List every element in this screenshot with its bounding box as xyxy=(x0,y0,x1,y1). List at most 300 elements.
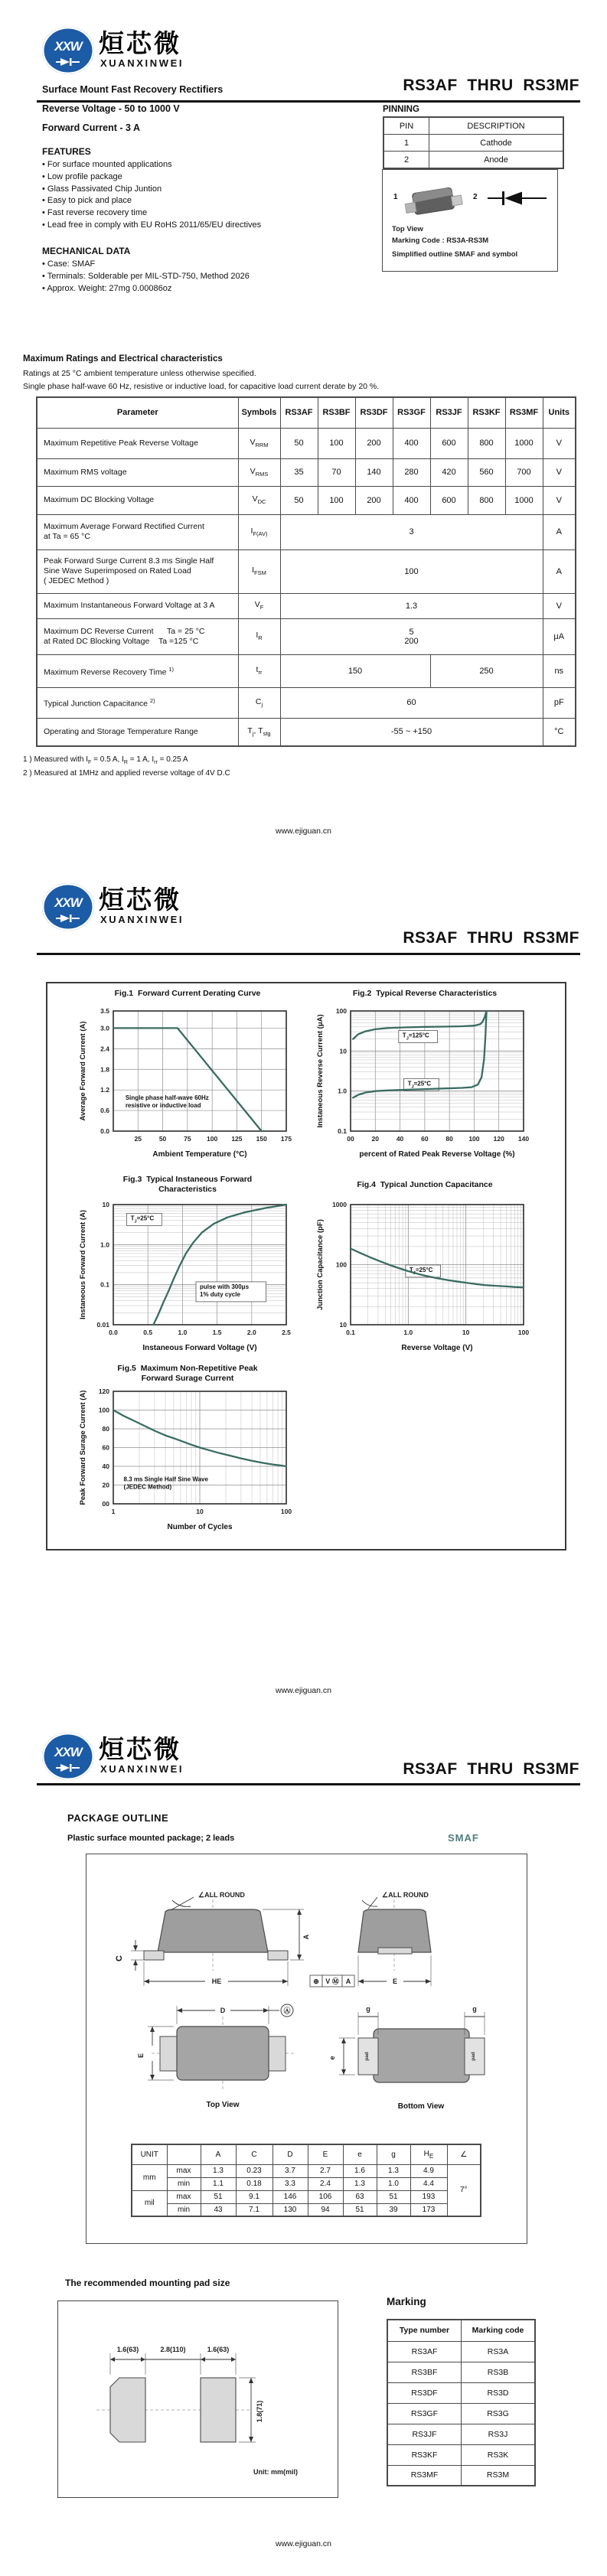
mounting-pad-heading: The recommended mounting pad size xyxy=(65,2278,230,2288)
package-outline-heading: PACKAGE OUTLINE xyxy=(67,1812,169,1824)
svg-text:1.0: 1.0 xyxy=(403,1329,413,1336)
svg-text:10: 10 xyxy=(339,1047,347,1055)
table-row xyxy=(37,687,576,718)
table-row xyxy=(387,2424,535,2444)
column-header: RS3JF xyxy=(430,397,468,428)
pad-dim-right: 1.6(63) xyxy=(207,2346,230,2353)
symbol-cell: $V_{RRM}$ xyxy=(238,428,280,458)
table-row xyxy=(383,152,563,169)
table-cell: RS3AF xyxy=(387,2341,462,2362)
header-rule xyxy=(37,953,580,955)
dim-e-upper-label: E xyxy=(392,1978,398,1985)
value-cell: 51 xyxy=(343,2203,377,2216)
table-row xyxy=(132,2177,481,2190)
svg-text:100: 100 xyxy=(468,1135,480,1143)
table-cell: RS3BF xyxy=(387,2362,462,2382)
package-outline-drawing xyxy=(86,1854,527,2139)
svg-text:100: 100 xyxy=(280,1508,292,1515)
table-cell: RS3B xyxy=(462,2362,536,2382)
fig2-chart xyxy=(314,1006,536,1163)
mounting-pad-drawing xyxy=(58,2301,336,2496)
logo-company-name-en: XUANXINWEI xyxy=(100,57,184,69)
reverse-voltage-line: Reverse Voltage - 50 to 1000 V xyxy=(42,103,180,114)
features-heading: FEATURES xyxy=(42,146,91,157)
parameter-cell: Maximum DC Reverse Current Ta = 25 °C at Rated DC Blocking Voltage Ta =125 °C xyxy=(37,618,238,654)
column-header xyxy=(167,2144,201,2164)
value-cell: 700 xyxy=(505,458,543,486)
value-cell: 3 xyxy=(280,514,543,549)
page-title: RS3AF THRU RS3MF xyxy=(403,77,579,94)
fig2-title: Fig.2 Typical Reverse Characteristics xyxy=(352,989,498,998)
logo-monogram: XXW xyxy=(54,39,82,54)
value-cell: 2.7 xyxy=(308,2164,343,2177)
svg-text:0.0: 0.0 xyxy=(109,1329,118,1336)
svg-text:10: 10 xyxy=(196,1508,204,1515)
fig3-chart xyxy=(77,1200,299,1357)
dimension-table xyxy=(131,2144,481,2217)
feature-item: • Lead free in comply with EU RoHS 2011/65/EU directives xyxy=(42,220,364,232)
table-header-row xyxy=(37,397,576,428)
value-cell: 173 xyxy=(410,2203,447,2216)
symbol-cell: $I_{F(AV)}$ xyxy=(238,514,280,549)
svg-text:125: 125 xyxy=(231,1135,243,1143)
value-cell: 200 xyxy=(355,486,393,514)
symbol-cell: $I_{FSM}$ xyxy=(238,549,280,593)
logo-monogram: XXW xyxy=(54,895,82,910)
value-cell: 400 xyxy=(393,428,430,458)
column-header: A xyxy=(201,2144,236,2164)
top-view-caption: Top View xyxy=(392,225,423,233)
value-cell: min xyxy=(167,2203,201,2216)
value-cell: 35 xyxy=(280,458,318,486)
svg-text:TJ=125°C: $T_J=125^\circ C$ xyxy=(402,1032,429,1042)
svg-text:0.1: 0.1 xyxy=(346,1329,355,1336)
footer-url-page3[interactable]: www.ejiguan.cn xyxy=(276,2539,331,2548)
svg-text:1.2: 1.2 xyxy=(100,1086,109,1094)
package-outline-box xyxy=(86,1854,527,2244)
package-photo-icon xyxy=(404,179,470,222)
value-cell: 51 xyxy=(201,2190,236,2203)
fig4-chart xyxy=(314,1200,536,1357)
logo-monogram: XXW xyxy=(54,1745,82,1759)
table-row xyxy=(37,654,576,687)
svg-text:20: 20 xyxy=(371,1135,380,1143)
mechanical-list xyxy=(42,259,364,295)
table-row xyxy=(132,2203,481,2216)
value-cell: 39 xyxy=(377,2203,410,2216)
value-cell: 106 xyxy=(308,2190,343,2203)
table-row xyxy=(387,2341,535,2362)
features-list xyxy=(42,159,364,232)
table-cell: RS3GF xyxy=(387,2403,462,2424)
value-cell: 60 xyxy=(280,687,543,718)
table-cell: RS3J xyxy=(462,2424,536,2444)
table-row xyxy=(37,549,576,593)
feature-item: • Glass Passivated Chip Juntion xyxy=(42,184,364,196)
marking-code-caption: Marking Code : RS3A-RS3M xyxy=(392,236,489,245)
value-cell: 1.3 xyxy=(377,2164,410,2177)
company-logo xyxy=(42,25,203,86)
svg-text:80: 80 xyxy=(102,1425,109,1433)
fig1-title: Fig.1 Forward Current Derating Curve xyxy=(114,989,261,998)
ratings-table xyxy=(36,396,576,747)
logo-diode-icon xyxy=(56,914,80,923)
symbol-cell: $t_{rr}$ xyxy=(238,654,280,687)
value-cell: 3.3 xyxy=(272,2177,308,2190)
svg-text:TJ=25°C: $T_J=25^\circ C$ xyxy=(407,1080,432,1090)
value-cell: 0.23 xyxy=(236,2164,272,2177)
top-view-label: Top View xyxy=(206,2101,240,2109)
value-cell: 7.1 xyxy=(236,2203,272,2216)
svg-text:Instaneous Reverse Current (μA: Instaneous Reverse Current (μA) xyxy=(316,1014,325,1128)
value-cell: 1.6 xyxy=(343,2164,377,2177)
parameter-cell: Maximum RMS voltage xyxy=(37,458,238,486)
svg-text:100: 100 xyxy=(207,1135,218,1143)
svg-text:25: 25 xyxy=(134,1135,142,1143)
column-header: Parameter xyxy=(37,397,238,428)
dim-g-right-label: g xyxy=(472,2005,477,2013)
table-cell: Anode xyxy=(429,152,564,169)
value-cell: 1.3 xyxy=(201,2164,236,2177)
footnote-2: 2 ) Measured at 1MHz and applied reverse voltage of 4V D.C xyxy=(23,769,230,778)
fig5-title: Fig.5 Maximum Non-Repetitive Peak Forward Surage Current xyxy=(117,1364,258,1383)
table-cell: RS3DF xyxy=(387,2382,462,2403)
value-cell: 400 xyxy=(393,486,430,514)
column-header: $H_E$ xyxy=(410,2144,447,2164)
table-cell: Cathode xyxy=(429,135,564,152)
svg-text:Number of Cycles: Number of Cycles xyxy=(167,1523,233,1531)
svg-text:75: 75 xyxy=(184,1135,191,1143)
all-round-label: ∠ALL ROUND xyxy=(382,1891,429,1899)
logo-company-name-en: XUANXINWEI xyxy=(100,1763,184,1775)
table-row xyxy=(132,2164,481,2177)
value-cell: min xyxy=(167,2177,201,2190)
value-cell: 560 xyxy=(468,458,505,486)
column-header: ∠ xyxy=(447,2144,481,2164)
dim-e-left-label: E xyxy=(137,2053,145,2059)
table-row xyxy=(387,2444,535,2465)
svg-text:0.1: 0.1 xyxy=(100,1280,109,1289)
svg-text:1: 1 xyxy=(111,1508,116,1515)
value-cell: 50 xyxy=(280,428,318,458)
fig4-title: Fig.4 Typical Junction Capacitance xyxy=(357,1180,493,1189)
logo-diode-icon xyxy=(56,1763,80,1772)
mechanical-item: • Terminals: Solderable per MIL-STD-750, Method 2026 xyxy=(42,271,364,283)
footnote-1: 1 ) Measured with $I_F = 0.5$ A, $I_R = 1$ A, $I_{rr} = 0.25$ A xyxy=(23,755,188,765)
column-header: RS3GF xyxy=(393,397,430,428)
forward-current-line: Forward Current - 3 A xyxy=(42,122,141,133)
value-cell: 9.1 xyxy=(236,2190,272,2203)
svg-text:0.01: 0.01 xyxy=(96,1321,109,1329)
parameter-cell: Peak Forward Surge Current 8.3 ms Single Half Sine Wave Superimposed on Rated Load ( JEDEC Method ) xyxy=(37,549,238,593)
value-cell: 70 xyxy=(318,458,355,486)
svg-text:40: 40 xyxy=(102,1462,109,1470)
value-cell: 43 xyxy=(201,2203,236,2216)
column-header: DESCRIPTION xyxy=(429,117,564,135)
svg-text:1.0: 1.0 xyxy=(100,1241,109,1249)
unit-cell: ns xyxy=(543,654,576,687)
table-row xyxy=(132,2190,481,2203)
svg-text:pulse with 300μs1% duty cycle: pulse with 300μs 1% duty cycle xyxy=(200,1283,250,1298)
header-rule xyxy=(37,1783,580,1785)
pin2-label: 2 xyxy=(473,193,478,201)
table-cell: RS3A xyxy=(462,2341,536,2362)
svg-text:0.1: 0.1 xyxy=(338,1127,347,1135)
svg-text:Ambient Temperature (°C): Ambient Temperature (°C) xyxy=(152,1150,247,1159)
outline-caption: Simplified outline SMAF and symbol xyxy=(392,250,518,259)
svg-text:Peak Forward Surage Current (A: Peak Forward Surage Current (A) xyxy=(79,1390,87,1505)
parameter-cell: Operating and Storage Temperature Range xyxy=(37,718,238,746)
column-header: D xyxy=(272,2144,308,2164)
page-title: RS3AF THRU RS3MF xyxy=(403,929,579,947)
value-cell: 150 xyxy=(280,654,430,687)
logo-company-name-cn: 烜芯微 xyxy=(99,1735,181,1763)
value-cell: 193 xyxy=(410,2190,447,2203)
svg-text:TJ=25°C: $T_J=25^\circ C$ xyxy=(130,1215,155,1224)
fig3-title: Fig.3 Typical Instaneous Forward Characteristics xyxy=(122,1175,253,1194)
pad-dim-left: 1.6(63) xyxy=(116,2346,139,2353)
column-header: RS3AF xyxy=(280,397,318,428)
footer-url-page2[interactable]: www.ejiguan.cn xyxy=(276,1686,331,1695)
package-name: SMAF xyxy=(448,1832,479,1844)
logo-diode-icon xyxy=(56,57,80,67)
unit-cell: μA xyxy=(543,618,576,654)
value-cell: 2.4 xyxy=(308,2177,343,2190)
value-cell: 130 xyxy=(272,2203,308,2216)
symbol-cell: $I_R$ xyxy=(238,618,280,654)
pad-dim-height: 1.8(71) xyxy=(256,2400,263,2423)
column-header: PIN xyxy=(383,117,429,135)
unit-cell: V xyxy=(543,428,576,458)
page-title: RS3AF THRU RS3MF xyxy=(403,1760,579,1778)
mechanical-heading: MECHANICAL DATA xyxy=(42,246,131,256)
svg-text:100: 100 xyxy=(517,1329,530,1336)
datum-ref-label: Ⓐ xyxy=(283,2007,291,2015)
table-row xyxy=(387,2362,535,2382)
ratings-heading: Maximum Ratings and Electrical characteristics xyxy=(23,354,223,364)
value-cell: max xyxy=(167,2164,201,2177)
mechanical-item: • Approx. Weight: 27mg 0.00086oz xyxy=(42,283,364,295)
value-cell: 600 xyxy=(430,428,468,458)
svg-text:60: 60 xyxy=(102,1443,109,1452)
value-cell: 140 xyxy=(355,458,393,486)
svg-text:120: 120 xyxy=(493,1135,504,1143)
table-row xyxy=(37,718,576,746)
value-cell: 200 xyxy=(355,428,393,458)
column-header: Marking code xyxy=(462,2320,536,2341)
svg-text:1.5: 1.5 xyxy=(212,1329,222,1336)
value-cell: 100 xyxy=(318,428,355,458)
svg-text:8.3 ms Single Half Sine Wave(J: 8.3 ms Single Half Sine Wave (JEDEC Method) xyxy=(123,1475,208,1491)
value-cell: 1000 xyxy=(505,428,543,458)
table-row xyxy=(37,618,576,654)
pad-label: pad xyxy=(471,2052,476,2061)
mechanical-item: • Case: SMAF xyxy=(42,259,364,271)
pad-label: pad xyxy=(364,2052,370,2061)
logo-company-name-cn: 烜芯微 xyxy=(99,885,181,914)
feature-item: • Easy to pick and place xyxy=(42,195,364,207)
svg-text:80: 80 xyxy=(445,1135,453,1143)
svg-text:10: 10 xyxy=(102,1201,109,1208)
table-cell: RS3M xyxy=(462,2465,536,2486)
value-cell: 280 xyxy=(393,458,430,486)
header-rule xyxy=(37,100,580,103)
mounting-pad-box xyxy=(57,2300,338,2498)
svg-text:100: 100 xyxy=(335,1007,347,1015)
svg-text:40: 40 xyxy=(396,1135,404,1143)
symbol-cell: $V_{RMS}$ xyxy=(238,458,280,486)
unit-cell: pF xyxy=(543,687,576,718)
value-cell: 146 xyxy=(272,2190,308,2203)
value-cell: 5 200 xyxy=(280,618,543,654)
svg-text:Single phase half-wave 60Hzres: Single phase half-wave 60Hz resistive or inductive load xyxy=(125,1094,209,1110)
value-cell: -55 ~ +150 xyxy=(280,718,543,746)
table-row xyxy=(37,428,576,458)
value-cell: 1.3 xyxy=(280,593,543,618)
value-cell: 4.4 xyxy=(410,2177,447,2190)
svg-text:0.6: 0.6 xyxy=(100,1107,109,1115)
svg-text:percent of Rated Peak Reverse: percent of Rated Peak Reverse Voltage (%) xyxy=(359,1150,515,1159)
table-cell: RS3KF xyxy=(387,2444,462,2465)
column-header: RS3DF xyxy=(355,397,393,428)
ratings-subheading-1: Ratings at 25 °C ambient temperature unless otherwise specified. xyxy=(23,369,256,378)
dim-c-label: C xyxy=(115,1955,124,1961)
value-cell: 800 xyxy=(468,486,505,514)
table-cell: RS3K xyxy=(462,2444,536,2465)
value-cell: 1.1 xyxy=(201,2177,236,2190)
dim-he-label: HE xyxy=(211,1978,222,1985)
svg-text:0.5: 0.5 xyxy=(143,1329,153,1336)
angle-cell: 7° xyxy=(447,2164,481,2216)
parameter-cell: Maximum Repetitive Peak Reverse Voltage xyxy=(37,428,238,458)
symbol-cell: $T_j$, $T_{stg}$ xyxy=(238,718,280,746)
footer-url-page1[interactable]: www.ejiguan.cn xyxy=(276,827,331,836)
table-row xyxy=(387,2465,535,2486)
svg-text:00: 00 xyxy=(102,1500,109,1508)
bottom-view-label: Bottom View xyxy=(397,2102,445,2111)
column-header: Type number xyxy=(387,2320,462,2341)
value-cell: 420 xyxy=(430,458,468,486)
fig1-chart xyxy=(77,1006,299,1163)
svg-text:120: 120 xyxy=(98,1387,109,1395)
svg-text:3.0: 3.0 xyxy=(100,1024,109,1032)
column-header: RS3BF xyxy=(318,397,355,428)
svg-text:2.4: 2.4 xyxy=(100,1045,109,1053)
value-cell: 63 xyxy=(343,2190,377,2203)
datum-cell-1: ⊕ xyxy=(313,1978,319,1985)
svg-text:10: 10 xyxy=(462,1329,470,1336)
svg-text:00: 00 xyxy=(347,1135,354,1143)
package-preview-box xyxy=(382,169,558,272)
package-outline-subheading: Plastic surface mounted package; 2 leads xyxy=(67,1834,235,1843)
svg-text:1.0: 1.0 xyxy=(338,1087,347,1095)
unit-cell: V xyxy=(543,486,576,514)
value-cell: 1.0 xyxy=(377,2177,410,2190)
svg-text:Junction Capacitance (pF): Junction Capacitance (pF) xyxy=(316,1219,325,1310)
product-family: Surface Mount Fast Recovery Rectifiers xyxy=(42,84,224,95)
column-header: e xyxy=(343,2144,377,2164)
table-row xyxy=(37,486,576,514)
marking-heading: Marking xyxy=(387,2296,426,2307)
parameter-cell: Maximum Average Forward Rectified Current at Ta = 65 °C xyxy=(37,514,238,549)
value-cell: 1.3 xyxy=(343,2177,377,2190)
column-header: RS3KF xyxy=(468,397,505,428)
value-cell: 50 xyxy=(280,486,318,514)
parameter-cell: Typical Junction Capacitance $^{2)}$ xyxy=(37,687,238,718)
feature-item: • Fast reverse recovery time xyxy=(42,207,364,220)
table-row xyxy=(387,2403,535,2424)
unit-cell: A xyxy=(543,514,576,549)
column-header: g xyxy=(377,2144,410,2164)
svg-text:100: 100 xyxy=(335,1260,347,1269)
pad-dim-center: 2.8(110) xyxy=(160,2346,186,2353)
svg-text:TJ=25°C: $T_J=25^\circ C$ xyxy=(409,1266,433,1276)
svg-text:Average Forward Current (A): Average Forward Current (A) xyxy=(79,1021,87,1121)
symbol-cell: $V_F$ xyxy=(238,593,280,618)
dim-a-label: A xyxy=(302,1934,310,1940)
logo-company-name-en: XUANXINWEI xyxy=(100,914,184,925)
table-header-row xyxy=(383,117,563,135)
svg-text:2.5: 2.5 xyxy=(282,1329,291,1336)
svg-text:10: 10 xyxy=(339,1321,347,1329)
column-header: RS3MF xyxy=(505,397,543,428)
unit-cell: V xyxy=(543,458,576,486)
value-cell: 3.7 xyxy=(272,2164,308,2177)
svg-text:175: 175 xyxy=(280,1135,292,1143)
svg-text:1.8: 1.8 xyxy=(100,1065,109,1074)
value-cell: 600 xyxy=(430,486,468,514)
dim-e-small-label: e xyxy=(328,2056,336,2060)
value-cell: 250 xyxy=(430,654,543,687)
feature-item: • For surface mounted applications xyxy=(42,159,364,171)
datum-cell-3: A xyxy=(345,1978,351,1985)
table-header-row xyxy=(132,2144,481,2164)
svg-text:20: 20 xyxy=(102,1481,109,1489)
marking-table xyxy=(387,2319,536,2486)
pad-unit-label: Unit: mm(mil) xyxy=(253,2468,298,2476)
pinning-table xyxy=(383,116,564,169)
table-row xyxy=(37,458,576,486)
all-round-label: ∠ALL ROUND xyxy=(198,1891,245,1899)
value-cell: 94 xyxy=(308,2203,343,2216)
parameter-cell: Maximum Reverse Recovery Time $^{1)}$ xyxy=(37,654,238,687)
logo-company-name-cn: 烜芯微 xyxy=(99,29,181,57)
svg-text:60: 60 xyxy=(421,1135,429,1143)
pinning-heading: PINNING xyxy=(383,105,419,114)
value-cell: 4.9 xyxy=(410,2164,447,2177)
svg-text:Reverse Voltage (V): Reverse Voltage (V) xyxy=(401,1344,473,1352)
fig5-chart xyxy=(77,1387,299,1536)
value-cell: max xyxy=(167,2190,201,2203)
value-cell: 100 xyxy=(318,486,355,514)
feature-item: • Low profile package xyxy=(42,171,364,184)
value-cell: 100 xyxy=(280,549,543,593)
svg-text:0.0: 0.0 xyxy=(100,1127,109,1135)
svg-text:3.5: 3.5 xyxy=(100,1007,109,1015)
svg-text:1000: 1000 xyxy=(332,1201,347,1208)
table-cell: 2 xyxy=(383,152,429,169)
svg-text:150: 150 xyxy=(256,1135,267,1143)
table-row xyxy=(37,514,576,549)
parameter-cell: Maximum DC Blocking Voltage xyxy=(37,486,238,514)
svg-text:2.0: 2.0 xyxy=(246,1329,256,1336)
table-row xyxy=(387,2382,535,2403)
table-row xyxy=(37,593,576,618)
svg-text:1.0: 1.0 xyxy=(178,1329,188,1336)
unit-cell: °C xyxy=(543,718,576,746)
unit-cell: mil xyxy=(132,2190,167,2216)
svg-text:Instaneous Forward Voltage (V): Instaneous Forward Voltage (V) xyxy=(142,1344,257,1352)
